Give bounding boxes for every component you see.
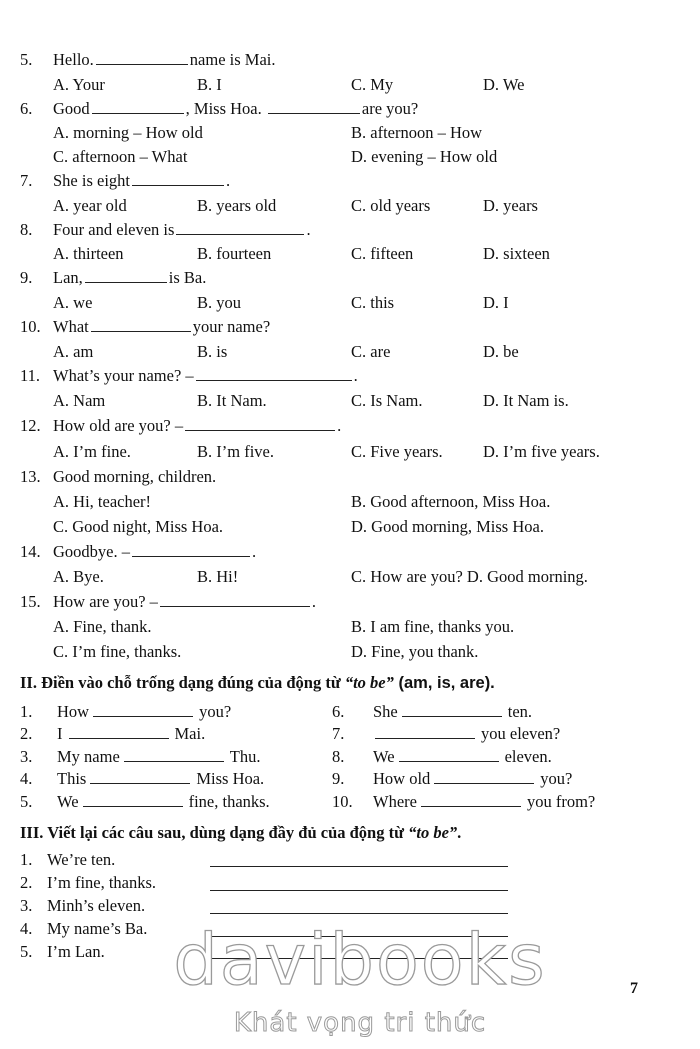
fill-row-2: 2. I Mai. 7. you eleven?	[20, 724, 561, 743]
fill-row-4: 4. This Miss Hoa. 9. How old you?	[20, 769, 573, 788]
rewrite-item-3: 3. Minh’s eleven.	[20, 896, 146, 915]
options-7	[0, 194, 700, 218]
fill-row-5: 5. We fine, thanks. 10. Where you from?	[20, 792, 596, 811]
answer-blank[interactable]	[196, 365, 352, 381]
answer-blank[interactable]	[124, 746, 224, 762]
answer-blank[interactable]	[160, 591, 310, 607]
question-5: 5. Hello. name is Mai.	[20, 50, 276, 69]
option-b: B. afternoon – How	[351, 123, 483, 142]
option-a: A. we	[53, 293, 93, 312]
answer-blank[interactable]	[96, 49, 188, 65]
option-a: A. year old	[53, 196, 127, 215]
answer-blank[interactable]	[421, 791, 521, 807]
answer-line[interactable]	[210, 936, 508, 937]
options-6a	[0, 121, 700, 145]
option-b: B. is	[197, 342, 228, 361]
answer-blank[interactable]	[185, 415, 335, 431]
question-11: 11. What’s your name? – .	[20, 366, 358, 385]
option-c: C. old years	[351, 196, 431, 215]
option-a: A. Your	[53, 75, 105, 94]
option-d: D. be	[483, 342, 519, 361]
option-c: C. are	[351, 342, 391, 361]
question-13: 13. Good morning, children.	[20, 467, 217, 486]
option-c: C. afternoon – What	[53, 147, 188, 166]
option-b: B. you	[197, 293, 242, 312]
options-6b	[0, 145, 700, 169]
options-13b	[0, 515, 700, 539]
answer-blank[interactable]	[93, 701, 193, 717]
watermark-brand: davibooks	[173, 919, 547, 1001]
option-a: A. morning – How old	[53, 123, 203, 142]
answer-blank[interactable]	[92, 98, 184, 114]
option-b: B. years old	[197, 196, 277, 215]
options-8	[0, 242, 700, 266]
options-5	[0, 73, 700, 97]
answer-line[interactable]	[210, 913, 508, 914]
answer-blank[interactable]	[85, 267, 167, 283]
answer-blank[interactable]	[434, 768, 534, 784]
option-c: C. Good night, Miss Hoa.	[53, 517, 224, 536]
answer-line[interactable]	[210, 890, 508, 891]
watermark-slogan: Khát vọng tri thức	[233, 1008, 487, 1038]
option-b: B. Good afternoon, Miss Hoa.	[351, 492, 551, 511]
option-d: D. It Nam is.	[483, 391, 569, 410]
option-b: B. It Nam.	[197, 391, 267, 410]
option-a: A. am	[53, 342, 94, 361]
option-a: A. Bye.	[53, 567, 104, 586]
section-3-heading: III. Viết lại các câu sau, dùng dạng đầy đủ của động từ “to be”.	[20, 823, 462, 842]
option-c: C. this	[351, 293, 395, 312]
option-c: C. I’m fine, thanks.	[53, 642, 182, 661]
option-c: C. fifteen	[351, 244, 414, 263]
option-c: C. Is Nam.	[351, 391, 423, 410]
options-9	[0, 291, 700, 315]
option-b: B. Hi!	[197, 567, 239, 586]
answer-blank[interactable]	[91, 316, 191, 332]
answer-blank[interactable]	[399, 746, 499, 762]
answer-blank[interactable]	[132, 541, 250, 557]
option-b: B. fourteen	[197, 244, 272, 263]
rewrite-item-5: 5. I’m Lan.	[20, 942, 105, 961]
fill-row-1: 1. How you? 6. She ten.	[20, 702, 533, 721]
option-c: C. My	[351, 75, 394, 94]
option-c-d: C. How are you? D. Good morning.	[351, 567, 588, 586]
option-d: D. I’m five years.	[483, 442, 600, 461]
option-b: B. I am fine, thanks you.	[351, 617, 515, 636]
answer-blank[interactable]	[69, 723, 169, 739]
options-14	[0, 565, 700, 589]
rewrite-item-2: 2. I’m fine, thanks.	[20, 873, 157, 892]
question-10: 10. What your name?	[20, 317, 271, 336]
option-b: B. I	[197, 75, 222, 94]
question-12: 12. How old are you? – .	[20, 416, 342, 435]
option-d: D. Good morning, Miss Hoa.	[351, 517, 544, 536]
rewrite-item-4: 4. My name’s Ba.	[20, 919, 148, 938]
answer-line[interactable]	[210, 958, 508, 959]
option-d: D. Fine, you thank.	[351, 642, 479, 661]
option-d: D. sixteen	[483, 244, 550, 263]
question-15: 15. How are you? – .	[20, 592, 317, 611]
question-14: 14. Goodbye. – .	[20, 542, 257, 561]
options-15a	[0, 615, 700, 639]
question-7: 7. She is eight .	[20, 171, 231, 190]
option-d: D. years	[483, 196, 538, 215]
question-6: 6. Good , Miss Hoa. are you?	[20, 99, 419, 118]
options-11	[0, 389, 700, 413]
rewrite-item-1: 1. We’re ten.	[20, 850, 116, 869]
options-13a	[0, 490, 700, 514]
answer-blank[interactable]	[176, 219, 304, 235]
answer-blank[interactable]	[83, 791, 183, 807]
option-d: D. We	[483, 75, 525, 94]
options-12	[0, 440, 700, 464]
answer-blank[interactable]	[268, 98, 360, 114]
question-8: 8. Four and eleven is .	[20, 220, 311, 239]
page-number: 7	[630, 980, 638, 997]
answer-line[interactable]	[210, 866, 508, 867]
answer-blank[interactable]	[90, 768, 190, 784]
options-15b	[0, 640, 700, 664]
option-a: A. Fine, thank.	[53, 617, 152, 636]
option-d: D. I	[483, 293, 509, 312]
option-c: C. Five years.	[351, 442, 443, 461]
option-b: B. I’m five.	[197, 442, 274, 461]
answer-blank[interactable]	[402, 701, 502, 717]
question-9: 9. Lan, is Ba.	[20, 268, 207, 287]
option-a: A. I’m fine.	[53, 442, 131, 461]
section-2-heading: II. Điền vào chỗ trống dạng đúng của động từ “to be” (am, is, are).	[20, 673, 495, 692]
option-d: D. evening – How old	[351, 147, 498, 166]
option-a: A. Hi, teacher!	[53, 492, 152, 511]
answer-blank[interactable]	[132, 170, 224, 186]
option-a: A. thirteen	[53, 244, 124, 263]
answer-blank[interactable]	[375, 723, 475, 739]
fill-row-3: 3. My name Thu. 8. We eleven.	[20, 747, 552, 766]
option-a: A. Nam	[53, 391, 106, 410]
options-10	[0, 340, 700, 364]
